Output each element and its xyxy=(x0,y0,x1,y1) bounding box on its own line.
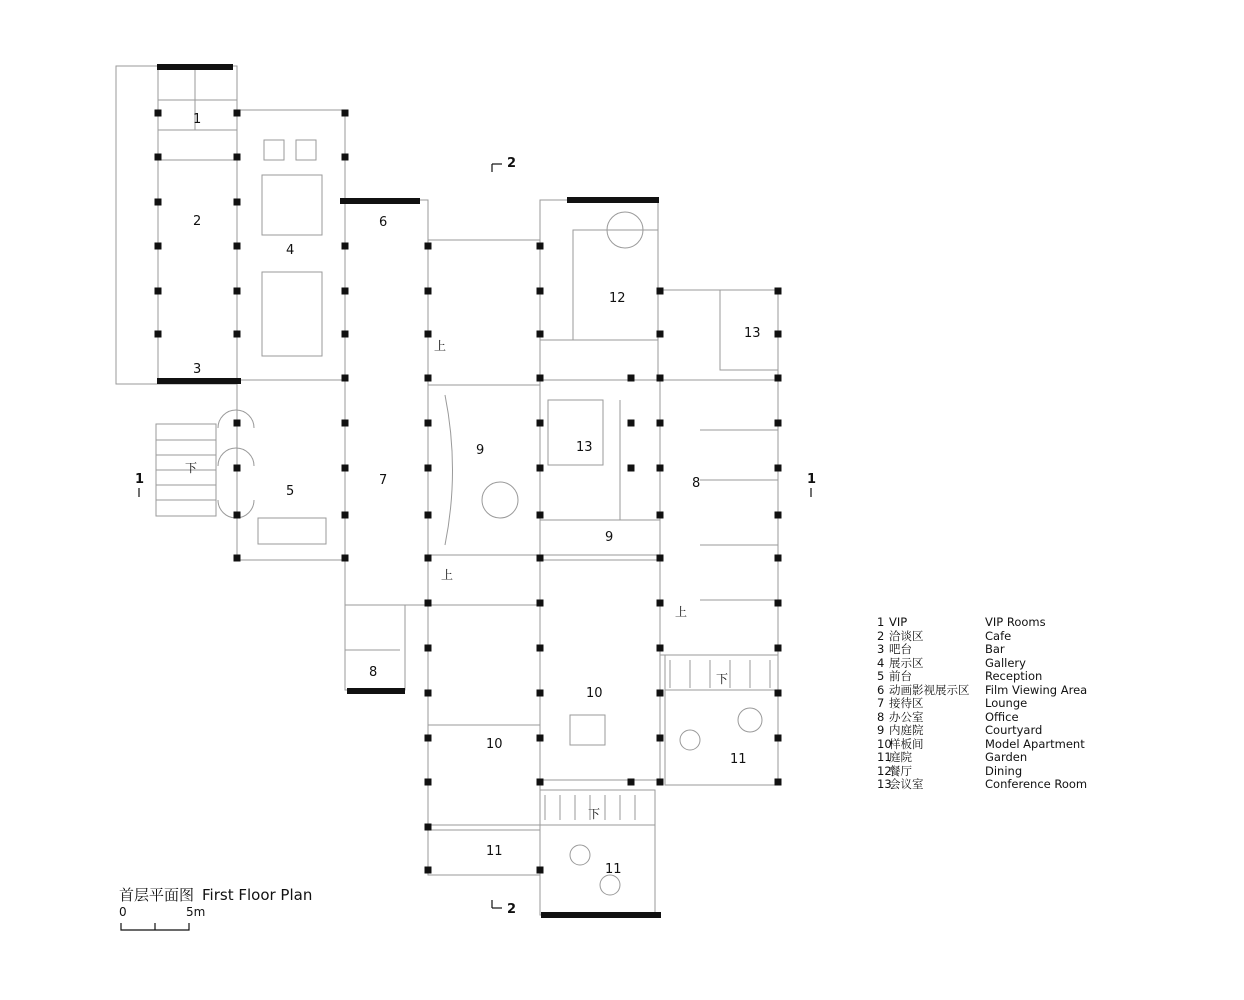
column xyxy=(775,735,782,742)
column xyxy=(425,824,432,831)
legend-num: 5 xyxy=(877,669,885,683)
column xyxy=(775,512,782,519)
column xyxy=(628,465,635,472)
column xyxy=(775,779,782,786)
legend-en: Dining xyxy=(985,763,1023,778)
room-label-2: 2 xyxy=(193,214,202,229)
room-label-9-court: 9 xyxy=(476,443,485,458)
room-label-10-left: 10 xyxy=(486,737,503,752)
legend-num: 11 xyxy=(877,750,892,764)
legend-cn: 吧台 xyxy=(889,642,912,656)
column xyxy=(155,243,162,250)
legend-row xyxy=(877,684,1087,698)
legend-cn: 内庭院 xyxy=(889,723,924,737)
legend-cn: 前台 xyxy=(889,669,912,683)
column xyxy=(537,600,544,607)
wall-outlines xyxy=(116,66,778,915)
room-label-6: 6 xyxy=(379,215,388,230)
column xyxy=(342,110,349,117)
legend-row xyxy=(877,751,1087,765)
column xyxy=(657,735,664,742)
section-mark-1-left: 1 xyxy=(135,472,145,487)
column xyxy=(657,331,664,338)
column xyxy=(342,243,349,250)
column xyxy=(657,690,664,697)
column xyxy=(234,199,241,206)
section-mark-2-bottom: 2 xyxy=(507,902,517,917)
stair-down-3: 下 xyxy=(588,807,601,821)
column xyxy=(342,331,349,338)
column xyxy=(342,154,349,161)
column xyxy=(537,779,544,786)
legend-en: Conference Room xyxy=(985,777,1088,791)
stair-up-1: 上 xyxy=(434,339,447,353)
legend-num: 10 xyxy=(877,736,892,751)
legend-num: 8 xyxy=(877,709,885,724)
section-markers xyxy=(139,164,811,908)
legend-cn: VIP xyxy=(889,615,908,629)
legend-num: 13 xyxy=(877,777,892,791)
legend-cn: 庭院 xyxy=(889,750,912,764)
column xyxy=(628,420,635,427)
room-label-8-lower: 8 xyxy=(369,665,378,680)
column xyxy=(155,199,162,206)
room-label-11-south: 11 xyxy=(486,844,503,859)
column xyxy=(425,735,432,742)
column xyxy=(537,512,544,519)
legend-num: 9 xyxy=(877,723,885,737)
column xyxy=(425,243,432,250)
legend-en: Film Viewing Area xyxy=(985,682,1088,697)
room-label-10-right: 10 xyxy=(586,686,603,701)
column xyxy=(342,288,349,295)
column xyxy=(775,420,782,427)
column xyxy=(775,690,782,697)
legend-row xyxy=(877,711,1087,725)
room-label-13-center: 13 xyxy=(576,440,593,455)
column xyxy=(775,645,782,652)
room-label-4: 4 xyxy=(286,243,295,258)
room-label-13-top: 13 xyxy=(744,326,761,341)
legend-en: Office xyxy=(985,709,1019,724)
column xyxy=(657,420,664,427)
column xyxy=(657,779,664,786)
section-mark-1-right: 1 xyxy=(807,472,817,487)
room-labels xyxy=(193,112,761,877)
legend-row xyxy=(877,643,1087,657)
column xyxy=(537,331,544,338)
legend-num: 7 xyxy=(877,696,885,710)
column xyxy=(425,600,432,607)
column xyxy=(342,375,349,382)
section-mark-2-top: 2 xyxy=(507,156,517,171)
column xyxy=(775,375,782,382)
stair-up-2: 上 xyxy=(441,568,454,582)
stair-up-3: 上 xyxy=(675,605,688,619)
legend-en: Model Apartment xyxy=(985,736,1085,751)
column xyxy=(537,735,544,742)
plan-title-en: First Floor Plan xyxy=(202,886,313,904)
column xyxy=(628,779,635,786)
stair-down-1: 下 xyxy=(185,461,198,475)
column xyxy=(155,288,162,295)
column xyxy=(234,110,241,117)
structural-columns xyxy=(155,110,782,874)
legend-cn: 洽谈区 xyxy=(889,628,924,643)
legend-num: 6 xyxy=(877,682,885,697)
column xyxy=(775,465,782,472)
legend-row xyxy=(877,630,1087,644)
room-label-9-band: 9 xyxy=(605,530,614,545)
stair-down-2: 下 xyxy=(716,672,729,686)
column xyxy=(155,331,162,338)
column xyxy=(628,375,635,382)
legend-row xyxy=(877,778,1087,792)
column xyxy=(775,600,782,607)
column xyxy=(342,512,349,519)
legend-cn: 接待区 xyxy=(889,696,924,710)
column xyxy=(425,867,432,874)
column xyxy=(425,375,432,382)
column xyxy=(234,288,241,295)
column xyxy=(234,331,241,338)
column xyxy=(537,555,544,562)
column xyxy=(775,331,782,338)
legend-row xyxy=(877,616,1087,630)
plan-title xyxy=(119,884,320,905)
column xyxy=(425,645,432,652)
room-label-11-center: 11 xyxy=(605,862,622,877)
room-label-11-east: 11 xyxy=(730,752,747,767)
room-legend xyxy=(877,616,1087,792)
column xyxy=(537,690,544,697)
legend-en: Courtyard xyxy=(985,723,1043,737)
room-label-3: 3 xyxy=(193,362,202,377)
legend-en: Bar xyxy=(985,642,1005,656)
legend-row xyxy=(877,657,1087,671)
column xyxy=(657,645,664,652)
column xyxy=(537,420,544,427)
column xyxy=(425,331,432,338)
legend-num: 2 xyxy=(877,628,885,643)
plan-title-cn: 首层平面图 xyxy=(119,886,195,904)
scale-end: 5m xyxy=(186,905,206,919)
column xyxy=(155,154,162,161)
column xyxy=(537,645,544,652)
column xyxy=(234,154,241,161)
legend-row xyxy=(877,697,1087,711)
column xyxy=(657,465,664,472)
column xyxy=(425,465,432,472)
column xyxy=(155,110,162,117)
legend-row xyxy=(877,765,1087,779)
legend-num: 12 xyxy=(877,763,892,778)
legend-num: 3 xyxy=(877,642,885,656)
scale-bar xyxy=(119,905,206,935)
column xyxy=(425,512,432,519)
column xyxy=(425,420,432,427)
column xyxy=(537,375,544,382)
column xyxy=(342,555,349,562)
column xyxy=(342,465,349,472)
legend-en: VIP Rooms xyxy=(985,615,1046,629)
legend-cn: 动画影视展示区 xyxy=(889,682,970,697)
column xyxy=(537,288,544,295)
room-label-7: 7 xyxy=(379,473,388,488)
column xyxy=(657,288,664,295)
column xyxy=(234,420,241,427)
stair-labels xyxy=(185,338,728,821)
legend-cn: 办公室 xyxy=(889,709,924,724)
column xyxy=(537,465,544,472)
room-label-1: 1 xyxy=(193,112,202,127)
legend-cn: 展示区 xyxy=(889,655,924,670)
legend-row xyxy=(877,670,1087,684)
legend-en: Reception xyxy=(985,669,1043,683)
legend-en: Cafe xyxy=(985,628,1012,643)
column xyxy=(775,288,782,295)
column xyxy=(234,512,241,519)
column xyxy=(234,465,241,472)
legend-row xyxy=(877,738,1087,752)
column xyxy=(425,288,432,295)
column xyxy=(425,690,432,697)
column xyxy=(425,779,432,786)
legend-en: Gallery xyxy=(985,655,1026,670)
column xyxy=(342,420,349,427)
column xyxy=(657,555,664,562)
legend-num: 1 xyxy=(877,615,885,629)
legend-cn: 会议室 xyxy=(889,777,924,791)
column xyxy=(425,555,432,562)
column xyxy=(537,867,544,874)
room-label-5: 5 xyxy=(286,484,295,499)
column xyxy=(657,600,664,607)
column xyxy=(537,243,544,250)
room-label-12: 12 xyxy=(609,291,626,306)
column xyxy=(657,512,664,519)
scale-bar-graphic xyxy=(119,905,199,935)
room-label-8-office: 8 xyxy=(692,476,701,491)
column xyxy=(657,375,664,382)
legend-row xyxy=(877,724,1087,738)
column xyxy=(234,243,241,250)
legend-en: Garden xyxy=(985,750,1028,764)
column xyxy=(234,555,241,562)
legend-en: Lounge xyxy=(985,696,1028,710)
column xyxy=(775,555,782,562)
legend-num: 4 xyxy=(877,655,885,670)
legend-cn: 样板间 xyxy=(889,736,924,751)
scale-zero: 0 xyxy=(119,905,127,919)
legend-cn: 餐厅 xyxy=(889,763,912,778)
